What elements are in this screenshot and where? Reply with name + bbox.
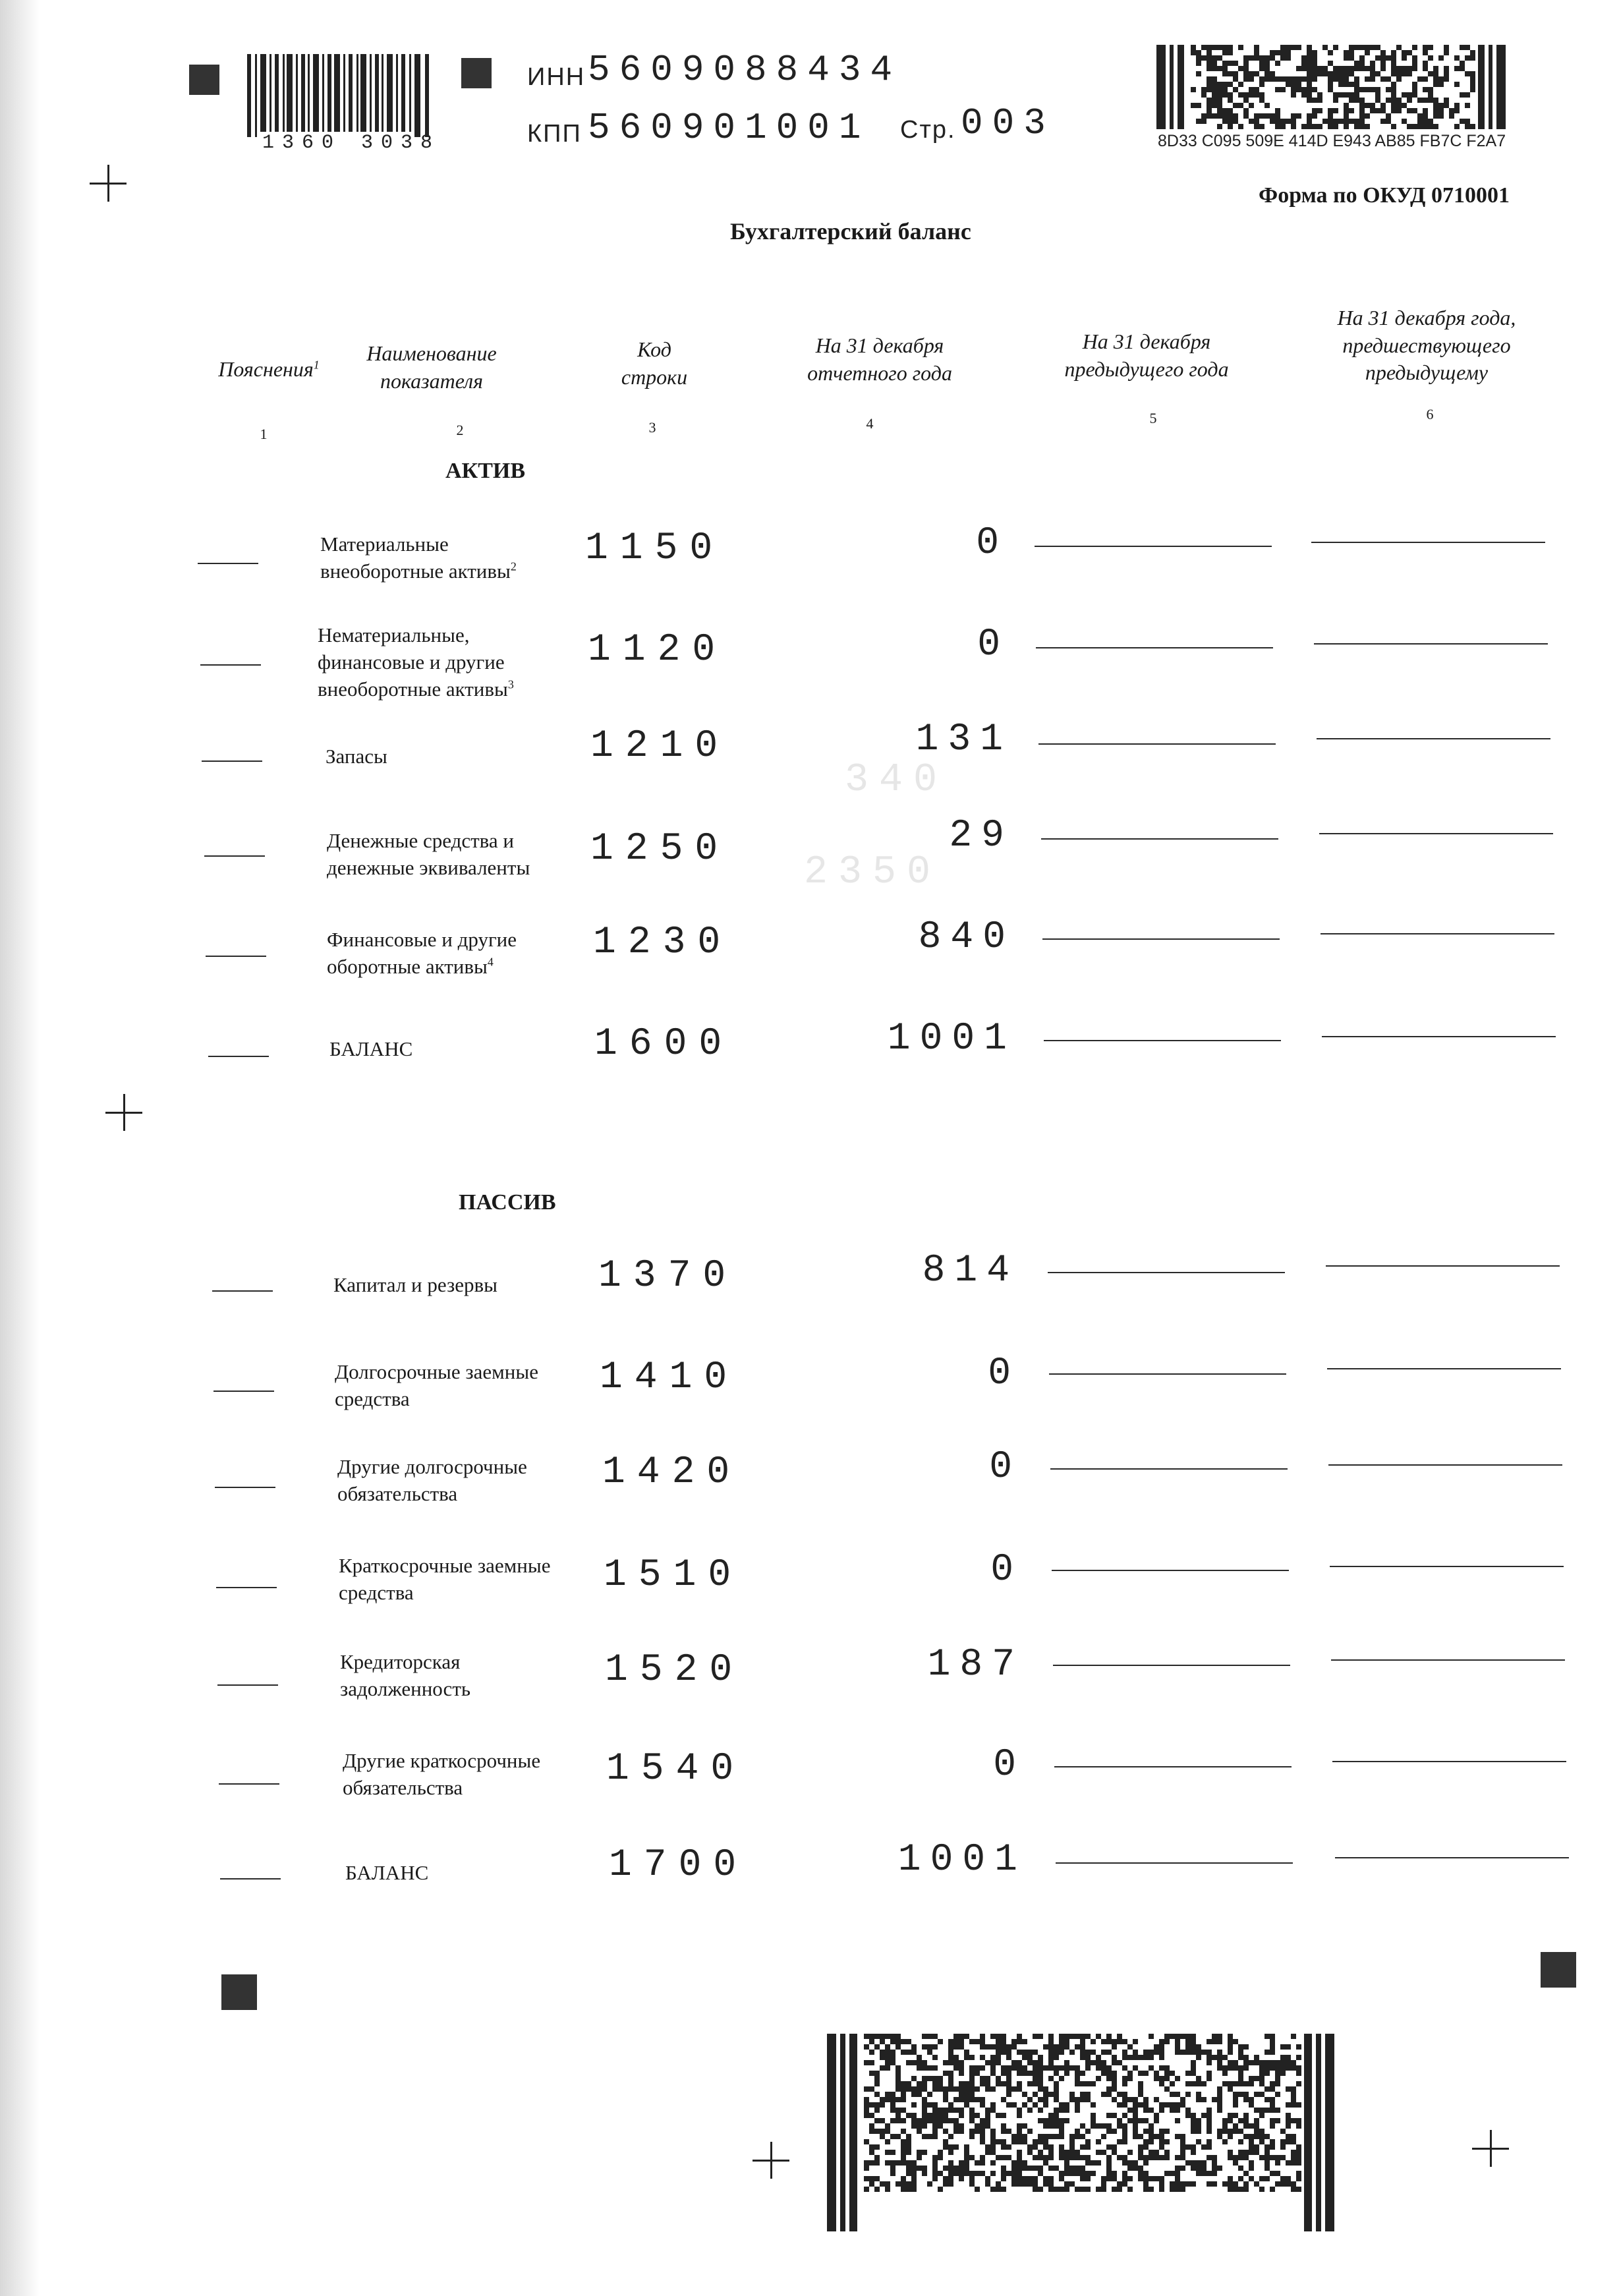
- row-code: 1510: [604, 1554, 743, 1597]
- row-code: 1410: [600, 1356, 739, 1399]
- row-value: 131: [915, 718, 1012, 761]
- inn-label: ИНН: [527, 63, 586, 91]
- corner-marker: [461, 58, 492, 88]
- notes-line: [208, 1056, 269, 1057]
- notes-line: [212, 1290, 273, 1292]
- row-value: 1001: [897, 1839, 1027, 1881]
- row-label: БАЛАНС: [329, 1037, 413, 1060]
- registration-cross-icon: [1472, 2130, 1509, 2167]
- row-label: Материальные внеоборотные активы$^2$: [320, 532, 517, 583]
- row-code: 1250: [590, 828, 730, 871]
- registration-cross-icon: [90, 165, 127, 202]
- prior-year-line: [1330, 1566, 1564, 1567]
- column-header-notes: Пояснения$^1$: [218, 357, 320, 381]
- previous-year-line: [1054, 1766, 1292, 1767]
- row-label: Капитал и резервы: [333, 1273, 497, 1296]
- scan-edge-shadow: [0, 0, 40, 2296]
- row-value: 0: [993, 1744, 1025, 1787]
- document-title: Бухгалтерский баланс: [730, 218, 971, 244]
- row-value: 29: [949, 815, 1013, 857]
- row-label: БАЛАНС: [345, 1861, 429, 1884]
- notes-line: [220, 1878, 281, 1880]
- form-okud-label: Форма по ОКУД 0710001: [1259, 183, 1510, 208]
- column-number: 4: [866, 415, 874, 432]
- inn-value: 5609088434: [588, 49, 902, 91]
- notes-line: [217, 1684, 278, 1686]
- row-label: Другие краткосрочные обязательства: [343, 1749, 541, 1799]
- column-header-prior-year: На 31 декабря года, предшествующего предыдущему: [1337, 306, 1516, 385]
- row-label: Денежные средства и денежные эквиваленты: [327, 829, 530, 879]
- prior-year-line: [1321, 933, 1554, 934]
- column-number: 1: [260, 426, 268, 442]
- row-code: 1230: [593, 921, 733, 964]
- row-code: 1370: [598, 1255, 738, 1298]
- row-label: Краткосрочные заемные средства: [339, 1554, 551, 1604]
- prior-year-line: [1317, 738, 1550, 739]
- column-header-name: Наименование показателя: [366, 341, 497, 393]
- prior-year-line: [1322, 1036, 1556, 1037]
- row-value: 0: [989, 1446, 1021, 1489]
- row-value: 0: [977, 623, 1009, 666]
- linear-barcode: [247, 54, 432, 137]
- row-value: 840: [918, 916, 1015, 959]
- notes-line: [202, 761, 262, 762]
- notes-line: [219, 1783, 279, 1785]
- column-number: 5: [1149, 410, 1157, 426]
- previous-year-line: [1053, 1665, 1290, 1666]
- registration-cross-icon: [105, 1094, 142, 1131]
- row-code: 1600: [594, 1023, 734, 1066]
- prior-year-line: [1335, 1857, 1569, 1858]
- previous-year-line: [1044, 1040, 1281, 1041]
- prior-year-line: [1328, 1464, 1562, 1466]
- previous-year-line: [1048, 1272, 1285, 1273]
- notes-line: [215, 1487, 275, 1488]
- datamatrix-code-bottom: [827, 2034, 1334, 2231]
- previous-year-line: [1042, 938, 1280, 940]
- row-code: 1120: [588, 629, 727, 672]
- row-code: 1700: [609, 1844, 749, 1887]
- prior-year-line: [1327, 1368, 1561, 1369]
- corner-marker: [221, 1974, 257, 2010]
- row-label: Долгосрочные заемные средства: [335, 1360, 538, 1410]
- notes-line: [200, 664, 261, 666]
- previous-year-line: [1056, 1862, 1293, 1864]
- column-header-code: Код строки: [621, 337, 688, 389]
- corner-marker: [1541, 1952, 1576, 1988]
- row-label: Другие долгосрочные обязательства: [337, 1455, 527, 1505]
- corner-marker: [189, 65, 219, 95]
- notes-line: [213, 1391, 274, 1392]
- page-label: Стр.: [900, 116, 956, 144]
- row-label: Кредиторская задолженность: [340, 1650, 471, 1700]
- notes-line: [206, 956, 266, 957]
- column-number: 6: [1426, 406, 1434, 422]
- row-value: 1001: [887, 1018, 1016, 1060]
- page-value: 003: [961, 102, 1055, 144]
- row-label: Финансовые и другие оборотные активы$^4$: [327, 928, 517, 978]
- notes-line: [198, 563, 258, 564]
- row-code: 1520: [605, 1649, 745, 1692]
- row-label: Запасы: [326, 745, 387, 768]
- section-title-aktiv: АКТИВ: [445, 459, 526, 483]
- prior-year-line: [1319, 833, 1553, 834]
- barcode-number: 1360 3038: [262, 132, 441, 154]
- section-title-passiv: ПАССИВ: [459, 1190, 556, 1215]
- previous-year-line: [1035, 546, 1272, 547]
- registration-cross-icon: [753, 2142, 789, 2179]
- prior-year-line: [1326, 1265, 1560, 1267]
- row-value: 814: [922, 1249, 1019, 1292]
- row-value: 0: [988, 1352, 1020, 1395]
- kpp-label: КПП: [527, 120, 582, 148]
- faint-bleedthrough-text: 340: [845, 758, 948, 803]
- datamatrix-hex-text: 8D33 C095 509E 414D E943 AB85 FB7C F2A7: [1158, 132, 1506, 150]
- prior-year-line: [1314, 643, 1548, 645]
- row-code: 1210: [590, 725, 730, 768]
- column-number: 2: [456, 422, 464, 438]
- previous-year-line: [1036, 647, 1273, 648]
- column-number: 3: [648, 419, 656, 436]
- row-value: 0: [976, 522, 1008, 565]
- column-header-previous-year: На 31 декабря предыдущего года: [1064, 330, 1229, 381]
- notes-line: [216, 1587, 277, 1588]
- row-code: 1540: [606, 1748, 746, 1791]
- prior-year-line: [1311, 542, 1545, 543]
- row-code: 1420: [602, 1451, 742, 1494]
- row-label: Нематериальные, финансовые и другие внеоборотные активы$^3$: [318, 623, 514, 701]
- previous-year-line: [1041, 838, 1278, 840]
- previous-year-line: [1050, 1468, 1288, 1470]
- faint-bleedthrough-text: 2350: [804, 850, 942, 895]
- prior-year-line: [1331, 1659, 1565, 1661]
- kpp-value: 560901001: [588, 107, 870, 149]
- datamatrix-code: [1156, 45, 1506, 129]
- prior-year-line: [1332, 1761, 1566, 1762]
- row-value: 0: [990, 1549, 1023, 1592]
- previous-year-line: [1049, 1373, 1286, 1375]
- notes-line: [204, 855, 265, 857]
- column-header-current-year: На 31 декабря отчетного года: [807, 333, 952, 385]
- row-code: 1150: [585, 527, 725, 570]
- previous-year-line: [1052, 1570, 1289, 1571]
- row-value: 187: [927, 1644, 1024, 1686]
- previous-year-line: [1038, 743, 1276, 745]
